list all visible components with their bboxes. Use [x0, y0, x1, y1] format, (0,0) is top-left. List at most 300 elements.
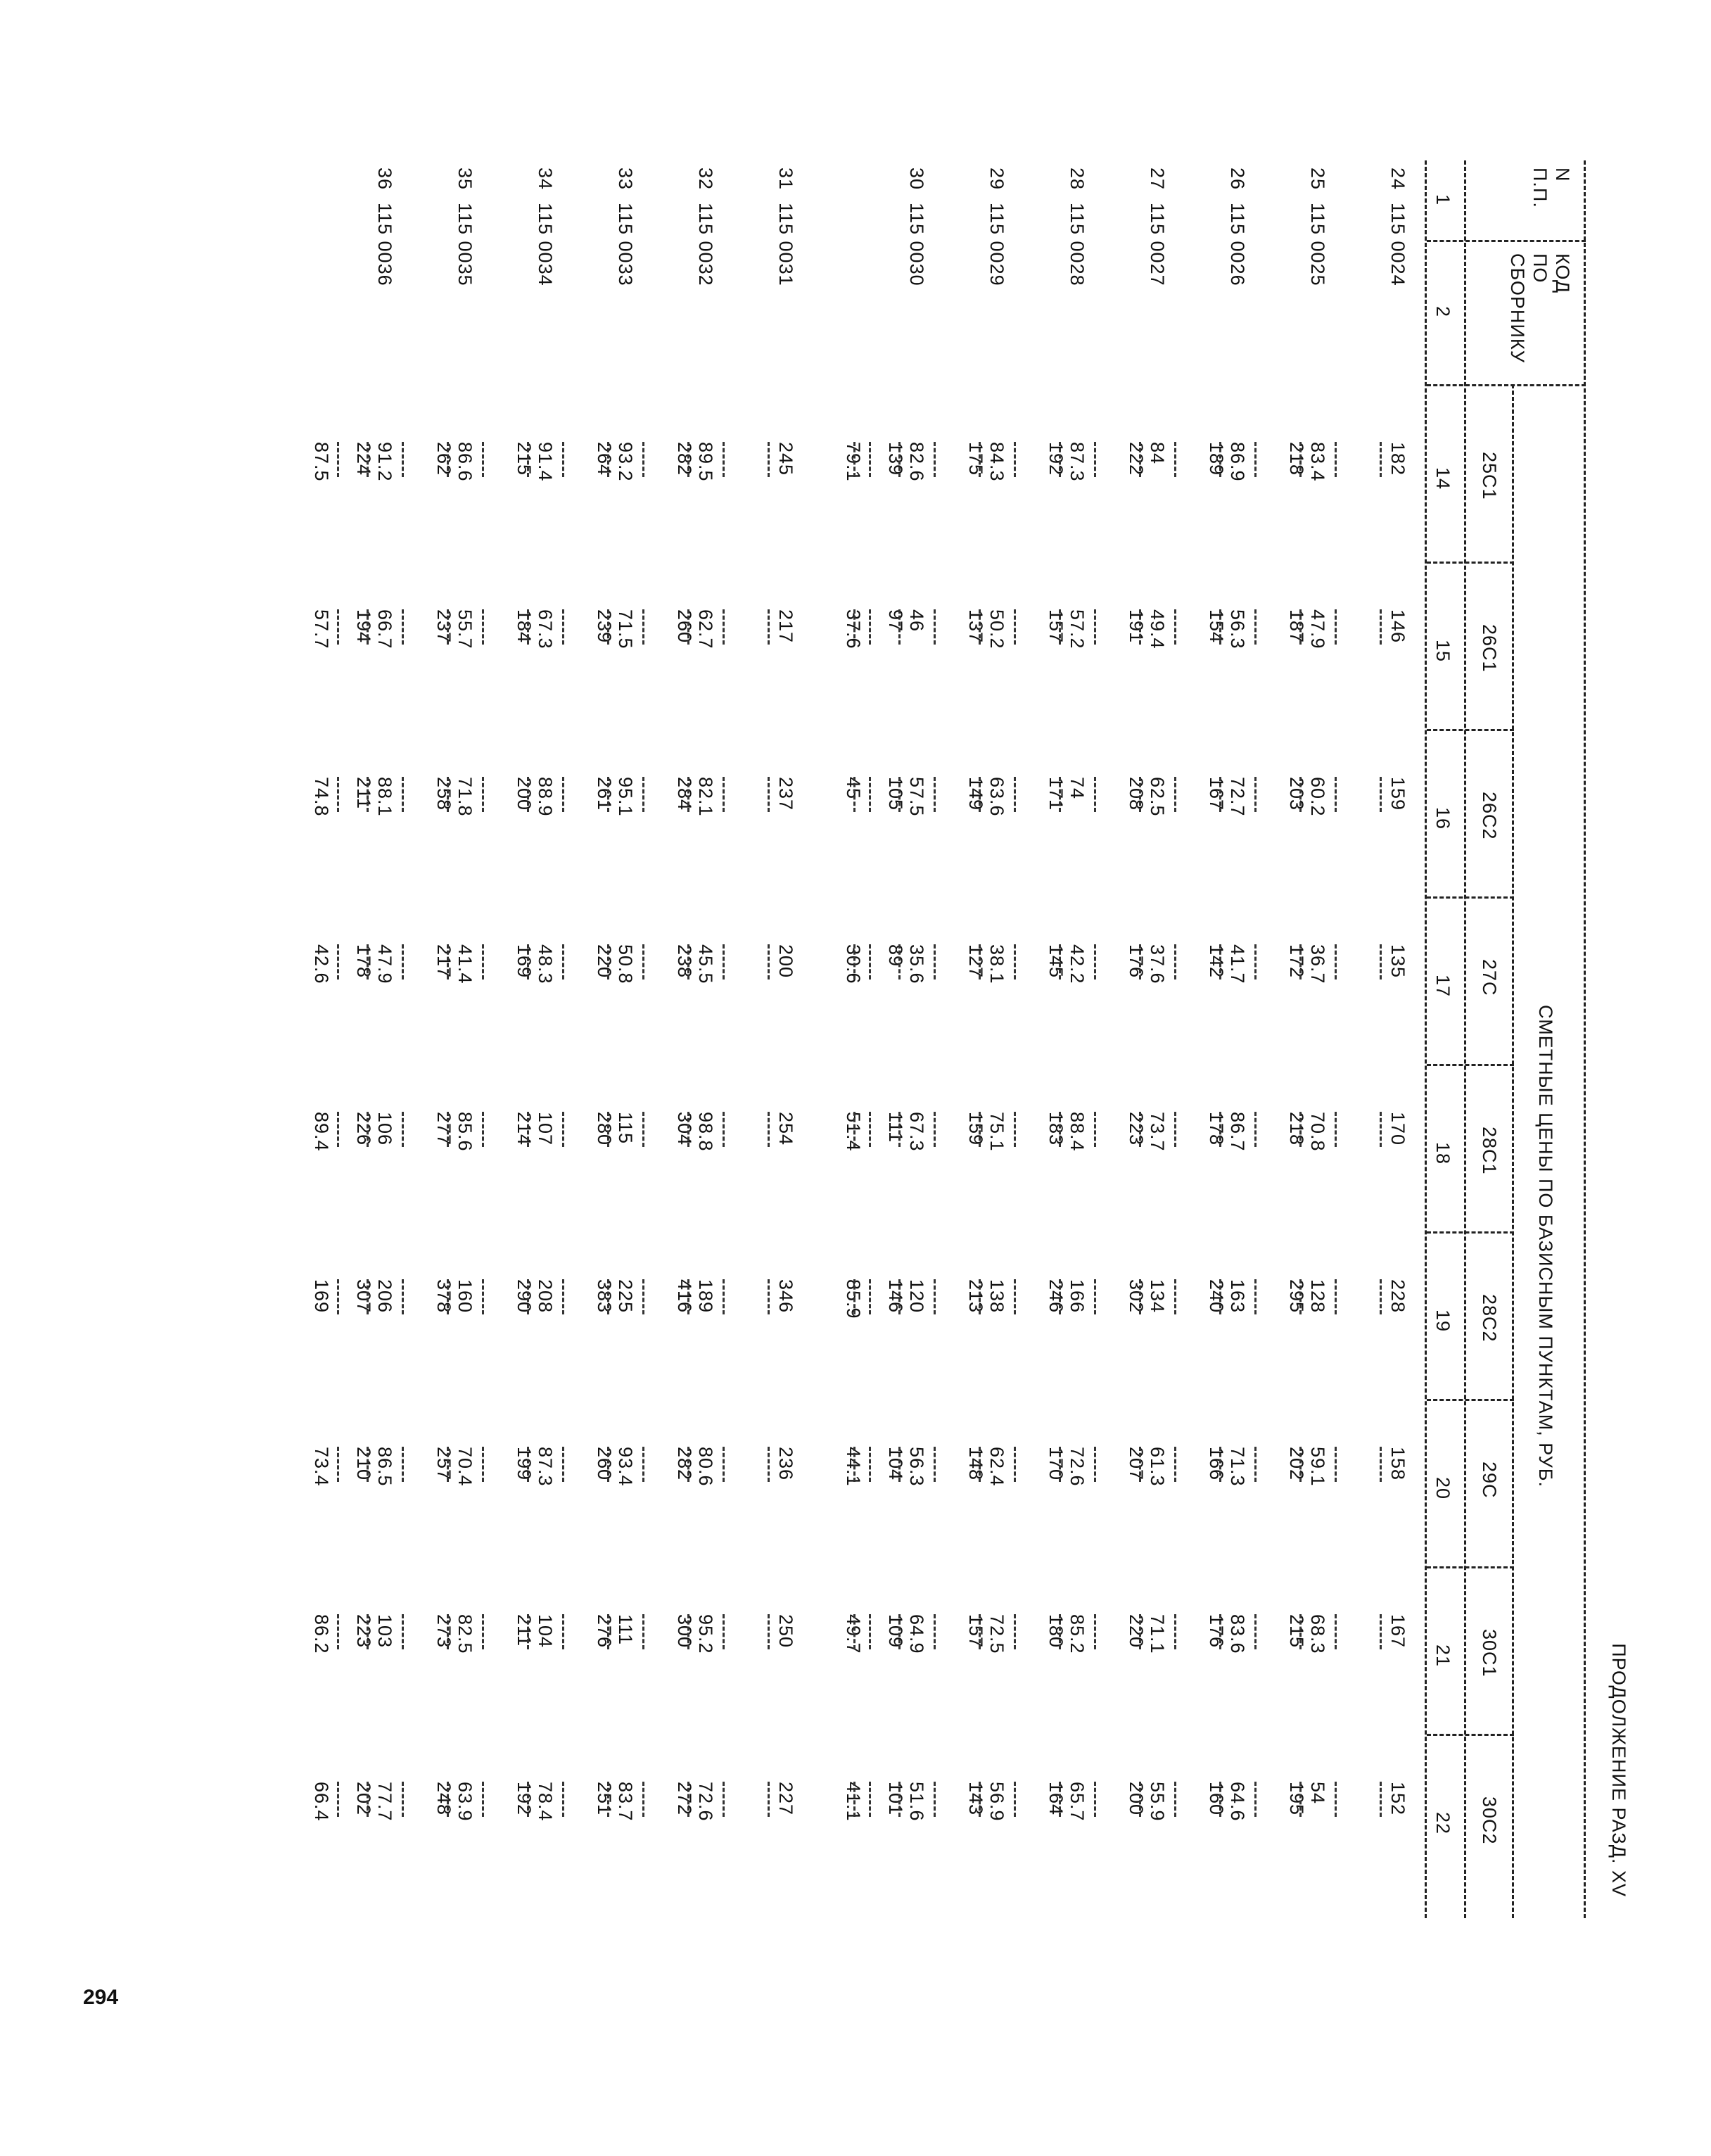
price-cell: 63.6: [986, 777, 1007, 817]
divider-stub: [337, 1279, 339, 1314]
divider-stub: [934, 1782, 936, 1817]
divider-stub: [642, 944, 644, 979]
divider-stub: [367, 1782, 369, 1817]
price-cell: 300: [674, 1614, 695, 1649]
price-cell: 166: [1206, 1447, 1227, 1481]
divider-stub: [768, 1782, 770, 1817]
divider-stub: [979, 1614, 981, 1649]
divider-stub: [1335, 609, 1337, 645]
divider-stub: [1014, 442, 1016, 477]
price-cell: 72.6: [695, 1782, 716, 1822]
price-cell: 109: [885, 1614, 906, 1649]
divider-stub: [1139, 442, 1141, 477]
price-cell: 218: [1286, 1112, 1307, 1146]
price-cell: 214: [514, 1112, 535, 1146]
price-cell: 106: [374, 1112, 395, 1146]
divider-stub: [1014, 1614, 1016, 1649]
divider-stub: [1174, 1782, 1176, 1817]
price-cell: 82.5: [454, 1614, 476, 1654]
divider-stub: [642, 1112, 644, 1147]
divider-stub: [1094, 1614, 1096, 1649]
price-cell: 30.6: [843, 944, 864, 984]
price-cell: 282: [674, 442, 695, 476]
price-cell: 176: [1206, 1614, 1227, 1649]
divider-stub: [1059, 777, 1061, 812]
row-number: 36: [374, 167, 395, 191]
price-cell: 83.7: [615, 1782, 636, 1822]
price-cell: 47.9: [1307, 609, 1328, 649]
divider-stub: [447, 1782, 449, 1817]
price-cell: 51.4: [843, 1112, 864, 1152]
divider-stub: [482, 1112, 484, 1147]
divider-stub: [853, 944, 856, 979]
divider-stub: [1174, 1112, 1176, 1147]
price-cell: 137: [965, 609, 986, 644]
price-cell: 37.6: [843, 609, 864, 649]
price-cell: 41.7: [1227, 944, 1248, 984]
divider-stub: [607, 1782, 609, 1817]
row-code: 115 0031: [775, 203, 796, 286]
price-cell: 66.4: [311, 1782, 332, 1822]
divider-stub: [482, 442, 484, 477]
price-cell: 248: [433, 1782, 454, 1816]
divider-stub: [367, 1614, 369, 1649]
price-cell: 42.6: [311, 944, 332, 984]
divider-stub: [1254, 1614, 1257, 1649]
divider-stub: [687, 442, 689, 477]
divider-stub: [1380, 1112, 1382, 1147]
price-cell: 416: [674, 1279, 695, 1314]
price-cell: 135: [1387, 944, 1408, 979]
col-divider: [1427, 240, 1586, 242]
divider-stub: [934, 944, 936, 979]
divider-stub: [898, 1447, 901, 1482]
price-cell: 127: [965, 944, 986, 979]
divider-stub: [1299, 442, 1302, 477]
price-cell: 217: [775, 609, 796, 644]
divider-stub: [367, 609, 369, 645]
price-cell: 105: [885, 777, 906, 811]
price-cell: 187: [1286, 609, 1307, 644]
divider-stub: [562, 1614, 564, 1649]
price-cell: 192: [1045, 442, 1067, 476]
divider-stub: [527, 1112, 529, 1147]
divider-stub: [869, 1279, 871, 1314]
divider-stub: [1059, 944, 1061, 979]
divider-stub: [402, 609, 404, 645]
divider-stub: [1335, 442, 1337, 477]
divider-stub: [768, 609, 770, 645]
price-cell: 208: [1126, 777, 1147, 811]
divider-stub: [607, 1112, 609, 1147]
divider-stub: [527, 1279, 529, 1314]
header-colnum-5: 16: [1432, 807, 1454, 830]
price-cell: 82.6: [906, 442, 927, 482]
price-cell: 61.3: [1147, 1447, 1168, 1487]
price-cell: 184: [514, 609, 535, 644]
price-cell: 88.4: [1067, 1112, 1088, 1152]
header-colnum-4: 15: [1432, 640, 1454, 663]
divider-stub: [482, 1782, 484, 1817]
divider-stub: [1335, 1112, 1337, 1147]
header-colnum-9: 20: [1432, 1477, 1454, 1500]
price-cell: 304: [674, 1112, 695, 1146]
divider-stub: [687, 1614, 689, 1649]
divider-stub: [1094, 1279, 1096, 1314]
header-point-3: 26С2: [1479, 792, 1500, 840]
price-cell: 260: [594, 1447, 615, 1481]
divider-stub: [1254, 1782, 1257, 1817]
price-cell: 71.8: [454, 777, 476, 817]
price-cell: 166: [1067, 1279, 1088, 1314]
price-cell: 199: [514, 1447, 535, 1481]
price-cell: 225: [615, 1279, 636, 1314]
divider-stub: [562, 1279, 564, 1314]
divider-stub: [723, 1614, 725, 1649]
price-cell: 120: [906, 1279, 927, 1314]
divider-stub: [979, 1112, 981, 1147]
divider-stub: [723, 442, 725, 477]
price-cell: 70.8: [1307, 1112, 1328, 1152]
section-title: ПРОДОЛЖЕНИЕ РАЗД. XV: [1608, 1643, 1629, 1897]
price-cell: 183: [1045, 1112, 1067, 1146]
header-bottom-rule: [1464, 160, 1466, 1918]
divider-stub: [898, 1112, 901, 1147]
price-cell: 250: [775, 1614, 796, 1649]
divider-stub: [687, 1782, 689, 1817]
price-cell: 55.9: [1147, 1782, 1168, 1822]
price-cell: 223: [1126, 1112, 1147, 1146]
price-cell: 74: [1067, 777, 1088, 800]
price-cell: 72.7: [1227, 777, 1248, 817]
divider-stub: [447, 609, 449, 645]
price-cell: 146: [885, 1279, 906, 1314]
divider-stub: [723, 609, 725, 645]
price-cell: 159: [1387, 777, 1408, 811]
divider-stub: [979, 442, 981, 477]
divider-stub: [337, 609, 339, 645]
divider-stub: [869, 1614, 871, 1649]
row-code: 115 0027: [1147, 203, 1168, 286]
price-cell: 73.7: [1147, 1112, 1168, 1152]
divider-stub: [1219, 777, 1221, 812]
price-cell: 226: [353, 1112, 374, 1146]
divider-stub: [768, 1112, 770, 1147]
price-cell: 44.1: [843, 1447, 864, 1487]
divider-stub: [1059, 442, 1061, 477]
price-cell: 115: [615, 1112, 636, 1145]
price-cell: 59.1: [1307, 1447, 1328, 1487]
divider-stub: [1094, 442, 1096, 477]
divider-stub: [898, 1614, 901, 1649]
divider-stub: [607, 777, 609, 812]
divider-stub: [402, 1614, 404, 1649]
divider-stub: [934, 1279, 936, 1314]
divider-stub: [869, 1112, 871, 1147]
price-cell: 154: [1206, 609, 1227, 644]
price-cell: 200: [514, 777, 535, 811]
price-cell: 66.7: [374, 609, 395, 649]
price-cell: 175: [965, 442, 986, 476]
price-cell: 71.5: [615, 609, 636, 649]
divider-stub: [1174, 1447, 1176, 1482]
row-number: 32: [695, 167, 716, 191]
price-cell: 95.1: [615, 777, 636, 817]
price-cell: 207: [1126, 1447, 1147, 1481]
price-cell: 222: [1126, 442, 1147, 476]
price-cell: 74.8: [311, 777, 332, 817]
price-cell: 180: [1045, 1614, 1067, 1649]
price-cell: 217: [433, 944, 454, 979]
divider-stub: [853, 1279, 856, 1314]
divider-stub: [447, 1447, 449, 1482]
price-cell: 167: [1206, 777, 1227, 811]
price-cell: 307: [353, 1279, 374, 1314]
price-cell: 178: [1206, 1112, 1227, 1146]
divider-stub: [1174, 442, 1176, 477]
divider-stub: [1299, 1447, 1302, 1482]
divider-stub: [979, 1279, 981, 1314]
divider-stub: [1219, 1279, 1221, 1314]
price-cell: 223: [353, 1614, 374, 1649]
price-cell: 238: [674, 944, 695, 979]
price-cell: 148: [965, 1447, 986, 1481]
divider-stub: [402, 944, 404, 979]
price-cell: 87.3: [1067, 442, 1088, 482]
divider-stub: [607, 1614, 609, 1649]
divider-stub: [869, 1447, 871, 1482]
divider-stub: [1139, 1112, 1141, 1147]
price-cell: 49.7: [843, 1614, 864, 1654]
divider-stub: [1299, 944, 1302, 979]
price-cell: 257: [433, 1447, 454, 1481]
price-cell: 157: [965, 1614, 986, 1649]
divider-stub: [367, 777, 369, 812]
divider-stub: [642, 1782, 644, 1817]
divider-stub: [1380, 1279, 1382, 1314]
price-cell: 146: [1387, 609, 1408, 644]
price-cell: 202: [1286, 1447, 1307, 1481]
divider-stub: [934, 1447, 936, 1482]
divider-stub: [1059, 1614, 1061, 1649]
price-cell: 200: [1126, 1782, 1147, 1816]
divider-stub: [1335, 944, 1337, 979]
header-colnum-7: 18: [1432, 1142, 1454, 1165]
price-cell: 189: [695, 1279, 716, 1314]
divider-stub: [642, 1279, 644, 1314]
row-number: 30: [906, 167, 927, 191]
price-cell: 111: [615, 1614, 636, 1646]
price-cell: 68.3: [1307, 1614, 1328, 1654]
price-cell: 71.3: [1227, 1447, 1248, 1487]
divider-stub: [1299, 1279, 1302, 1314]
col-divider: [1427, 729, 1514, 731]
price-cell: 98.8: [695, 1112, 716, 1152]
price-cell: 160: [1206, 1782, 1227, 1816]
divider-stub: [1139, 609, 1141, 645]
price-cell: 139: [885, 442, 906, 476]
header-point-5: 28С1: [1479, 1127, 1500, 1175]
divider-stub: [869, 777, 871, 812]
price-cell: 273: [433, 1614, 454, 1649]
price-cell: 64.6: [1227, 1782, 1248, 1822]
row-code: 115 0030: [906, 203, 927, 286]
divider-stub: [934, 777, 936, 812]
divider-stub: [1174, 944, 1176, 979]
divider-stub: [527, 442, 529, 477]
price-cell: 189: [1206, 442, 1227, 476]
price-cell: 45: [843, 777, 864, 800]
divider-stub: [768, 777, 770, 812]
divider-stub: [337, 1447, 339, 1482]
price-cell: 73.4: [311, 1447, 332, 1487]
price-cell: 84.3: [986, 442, 1007, 482]
divider-stub: [1335, 1279, 1337, 1314]
price-cell: 160: [454, 1279, 476, 1314]
price-cell: 88.1: [374, 777, 395, 817]
divider-stub: [607, 442, 609, 477]
divider-stub: [1219, 1112, 1221, 1147]
price-cell: 62.4: [986, 1447, 1007, 1487]
divider-stub: [1380, 1614, 1382, 1649]
price-cell: 82.1: [695, 777, 716, 817]
price-cell: 245: [775, 442, 796, 476]
divider-stub: [869, 1782, 871, 1817]
price-cell: 213: [965, 1279, 986, 1314]
divider-stub: [768, 442, 770, 477]
divider-stub: [642, 1614, 644, 1649]
divider-stub: [482, 777, 484, 812]
col-divider: [1427, 1566, 1514, 1568]
divider-stub: [1059, 1279, 1061, 1314]
price-cell: 170: [1045, 1447, 1067, 1481]
price-cell: 239: [594, 609, 615, 644]
row-code: 115 0032: [695, 203, 716, 286]
divider-stub: [562, 777, 564, 812]
divider-stub: [1094, 1447, 1096, 1482]
divider-stub: [607, 609, 609, 645]
price-cell: 210: [353, 1447, 374, 1481]
price-cell: 70.4: [454, 1447, 476, 1487]
price-cell: 85.6: [454, 1112, 476, 1152]
price-cell: 88.9: [535, 777, 556, 817]
price-cell: 65.7: [1067, 1782, 1088, 1822]
divider-stub: [768, 1279, 770, 1314]
divider-stub: [1094, 1112, 1096, 1147]
price-cell: 80.6: [695, 1447, 716, 1487]
price-cell: 55.7: [454, 609, 476, 649]
price-cell: 208: [535, 1279, 556, 1314]
price-cell: 282: [674, 1447, 695, 1481]
row-code: 115 0024: [1387, 203, 1408, 286]
price-cell: 45.5: [695, 944, 716, 984]
price-cell: 48.3: [535, 944, 556, 984]
price-cell: 346: [775, 1279, 796, 1314]
price-cell: 71.1: [1147, 1614, 1168, 1654]
divider-stub: [642, 609, 644, 645]
price-cell: 101: [885, 1782, 906, 1816]
divider-stub: [1094, 777, 1096, 812]
divider-stub: [337, 1782, 339, 1817]
header-colnum-8: 19: [1432, 1310, 1454, 1333]
price-cell: 41.4: [454, 944, 476, 984]
price-cell: 261: [594, 777, 615, 811]
divider-stub: [1139, 1782, 1141, 1817]
price-cell: 254: [775, 1112, 796, 1146]
price-cell: 42.2: [1067, 944, 1088, 984]
price-cell: 67.3: [906, 1112, 927, 1152]
price-cell: 57.5: [906, 777, 927, 817]
price-cell: 237: [433, 609, 454, 644]
price-cell: 51.6: [906, 1782, 927, 1822]
divider-stub: [367, 944, 369, 979]
price-cell: 164: [1045, 1782, 1067, 1816]
price-cell: 64.9: [906, 1614, 927, 1654]
price-cell: 104: [535, 1614, 556, 1649]
row-number: 24: [1387, 167, 1408, 191]
divider-stub: [898, 609, 901, 645]
header-colnum-1: 1: [1432, 194, 1454, 206]
divider-stub: [979, 1782, 981, 1817]
divider-stub: [642, 777, 644, 812]
divider-stub: [1254, 442, 1257, 477]
divider-stub: [1299, 777, 1302, 812]
divider-stub: [898, 442, 901, 477]
divider-stub: [723, 944, 725, 979]
price-cell: 56.3: [906, 1447, 927, 1487]
price-cell: 37.6: [1147, 944, 1168, 984]
col-divider: [1427, 1231, 1514, 1234]
divider-stub: [527, 1614, 529, 1649]
price-cell: 47.9: [374, 944, 395, 984]
divider-stub: [1219, 442, 1221, 477]
divider-stub: [853, 1447, 856, 1482]
divider-stub: [1299, 609, 1302, 645]
header-point-7: 29С: [1479, 1461, 1500, 1499]
divider-stub: [562, 1447, 564, 1482]
price-cell: 60.2: [1307, 777, 1328, 817]
header-pp: П.П.: [1529, 167, 1551, 208]
price-cell: 383: [594, 1279, 615, 1314]
divider-stub: [687, 777, 689, 812]
price-cell: 38.1: [986, 944, 1007, 984]
divider-stub: [1380, 1447, 1382, 1482]
price-cell: 228: [1387, 1279, 1408, 1314]
divider-stub: [1059, 609, 1061, 645]
price-cell: 211: [514, 1614, 535, 1647]
divider-stub: [1380, 777, 1382, 812]
price-cell: 41.1: [843, 1782, 864, 1822]
price-cell: 215: [514, 442, 535, 476]
divider-stub: [1219, 944, 1221, 979]
divider-stub: [337, 777, 339, 812]
divider-stub: [1380, 944, 1382, 979]
price-cell: 46: [906, 609, 927, 633]
divider-stub: [1014, 1447, 1016, 1482]
price-cell: 103: [374, 1614, 395, 1649]
divider-stub: [447, 777, 449, 812]
price-cell: 264: [594, 442, 615, 476]
price-cell: 170: [1387, 1112, 1408, 1146]
col-divider: [1427, 1064, 1514, 1066]
divider-stub: [1139, 777, 1141, 812]
col-divider: [1427, 384, 1586, 386]
divider-stub: [482, 609, 484, 645]
price-cell: 295: [1286, 1279, 1307, 1314]
table-top-rule: [1584, 160, 1586, 1918]
divider-stub: [768, 944, 770, 979]
header-colnum-11: 22: [1432, 1812, 1454, 1835]
